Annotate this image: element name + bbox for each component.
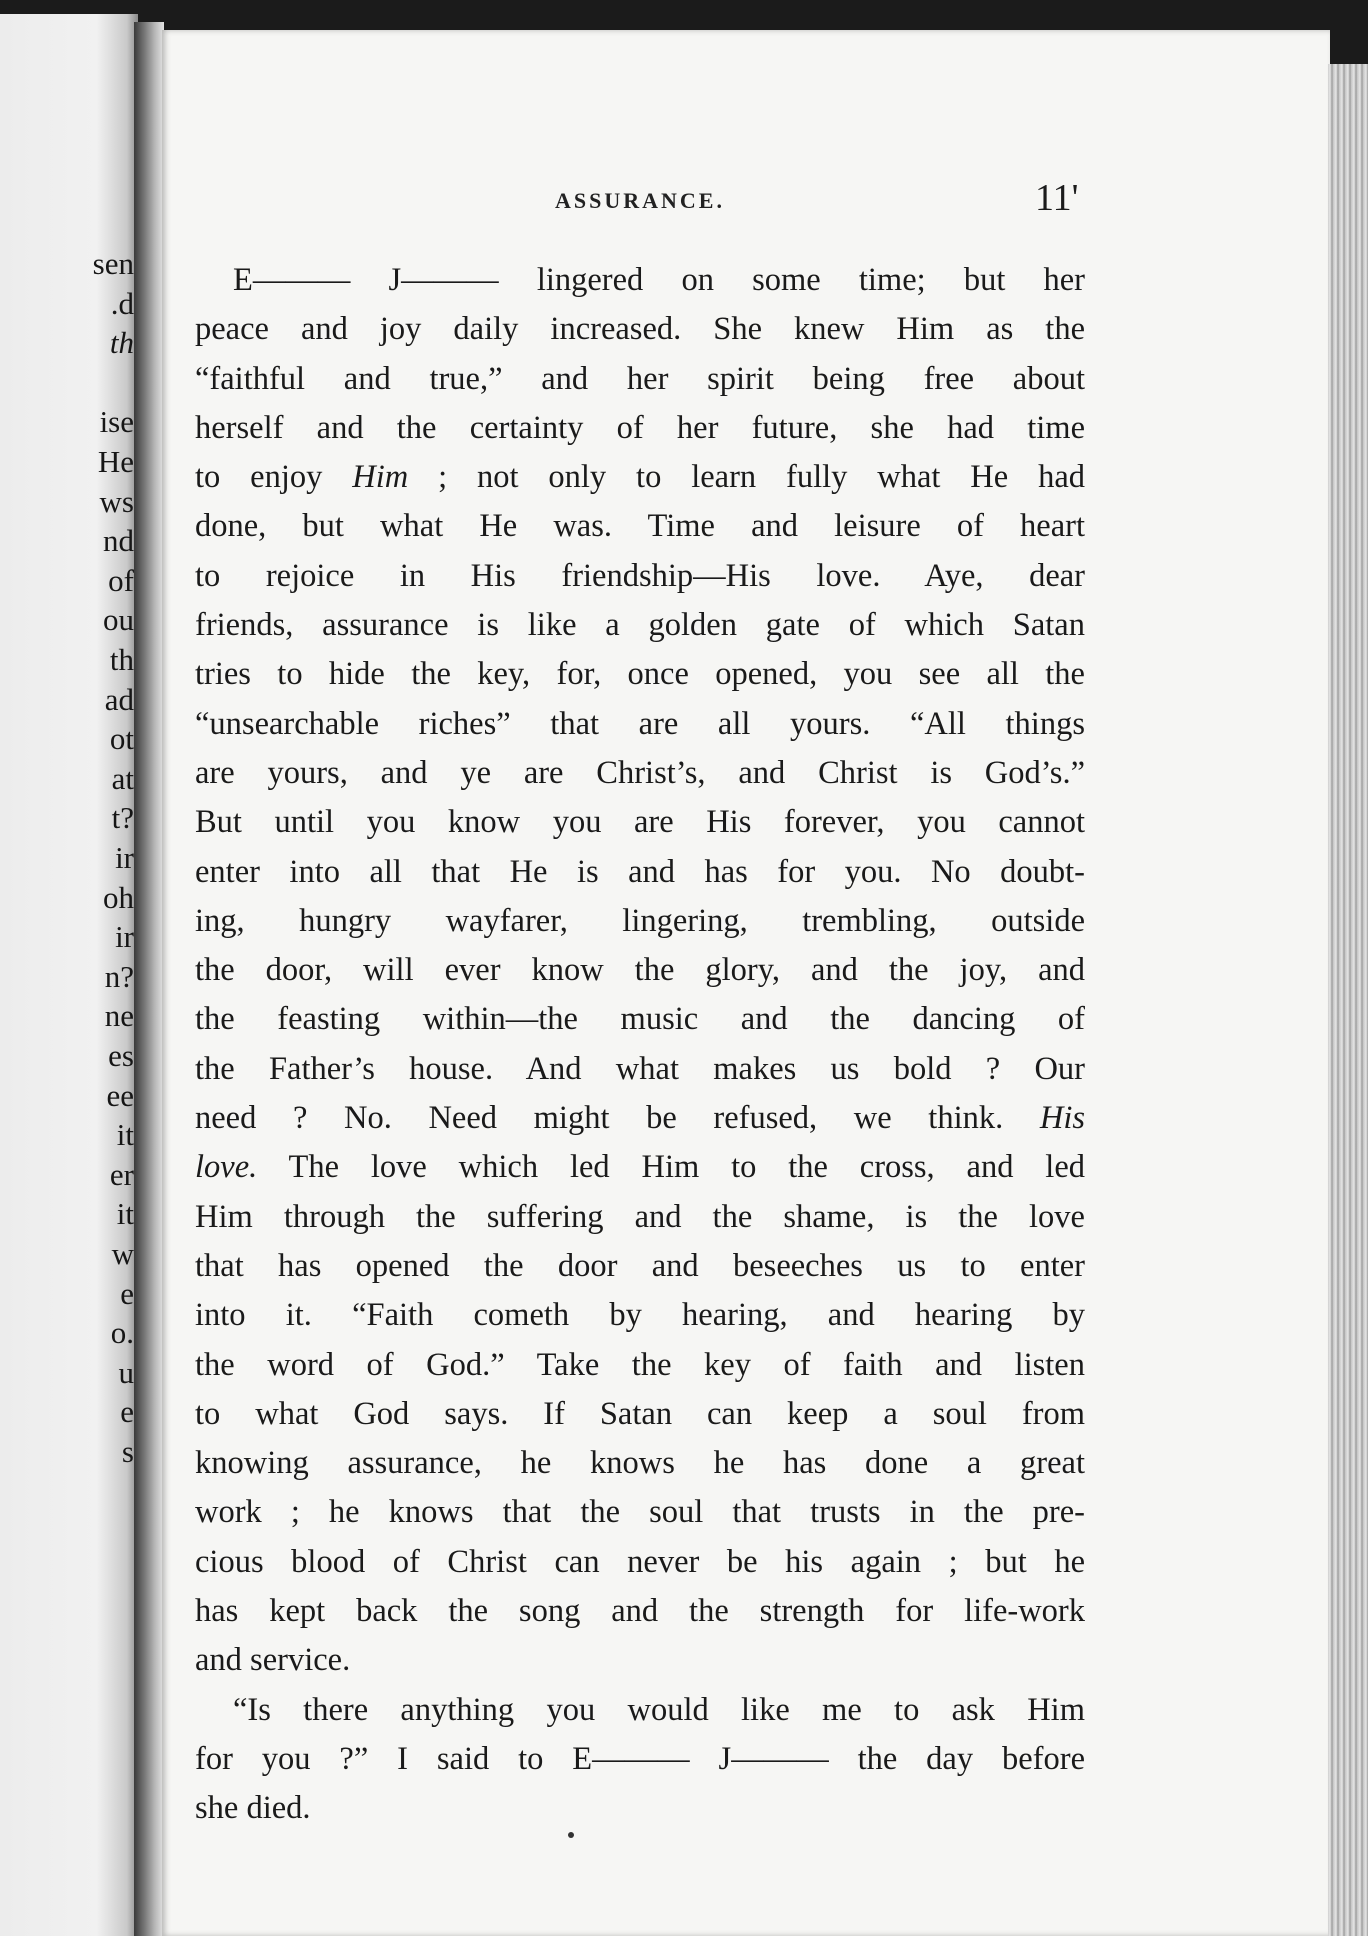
- text-line: [195, 1094, 1085, 1143]
- print-speck: [568, 1832, 574, 1838]
- facing-page-fragment: e: [120, 1394, 134, 1430]
- facing-page-fragment: nd: [103, 523, 134, 559]
- text-segment: enter into all that He is and has for you. No doubt-: [195, 853, 1085, 890]
- facing-page-fragment: of: [108, 562, 134, 598]
- text-line: [195, 798, 1085, 847]
- text-line: [195, 946, 1085, 995]
- facing-page-fragment: ise: [99, 404, 134, 440]
- facing-page-fragment: th: [109, 642, 134, 677]
- text-line: [195, 1488, 1085, 1537]
- text-line: [195, 1686, 1085, 1735]
- text-segment: “unsearchable riches” that are all yours. “All things: [195, 705, 1085, 742]
- text-line: [195, 1341, 1085, 1390]
- text-segment: are yours, and ye are Christ’s, and Christ is God’s.”: [195, 754, 1085, 791]
- text-line: [195, 1538, 1085, 1587]
- text-segment: His: [1039, 1100, 1085, 1137]
- facing-page-fragment: t?: [111, 800, 134, 836]
- text-line: [195, 453, 1085, 502]
- text-segment: for you ?” I said to E——— J——— the day before: [195, 1740, 1085, 1777]
- facing-page-fragment: .d: [110, 285, 134, 321]
- text-segment: that has opened the door and beseeches us to enter: [195, 1247, 1085, 1284]
- text-line: [195, 256, 1085, 305]
- facing-page-fragment: ne: [104, 998, 134, 1034]
- text-line: [195, 995, 1085, 1044]
- text-segment: work ; he knows that the soul that trusts in the pre-: [195, 1494, 1085, 1531]
- facing-page-fragment: o.: [110, 1315, 134, 1351]
- text-segment: has kept back the song and the strength for life-work: [195, 1593, 1085, 1630]
- text-segment: Him through the suffering and the shame, is the love: [195, 1198, 1085, 1235]
- text-line: [195, 355, 1085, 404]
- text-line: [195, 502, 1085, 551]
- text-line: [195, 700, 1085, 749]
- text-segment: to enjoy: [195, 459, 353, 496]
- text-line: [195, 1143, 1085, 1192]
- text-line: [195, 1735, 1085, 1784]
- facing-page-fragment: ad: [104, 681, 134, 717]
- text-line: [195, 1242, 1085, 1291]
- facing-page-fragment: u: [118, 1354, 134, 1390]
- text-line: [195, 1636, 1085, 1685]
- facing-page-fragment: ee: [106, 1077, 134, 1113]
- text-segment: But until you know you are His forever, you cannot: [195, 804, 1085, 841]
- facing-page-text-fragments: [0, 14, 138, 1936]
- text-segment: the Father’s house. And what makes us bold ? Our: [195, 1050, 1085, 1087]
- facing-page-fragment: es: [108, 1038, 134, 1073]
- text-segment: peace and joy daily increased. She knew Him as the: [195, 311, 1085, 348]
- text-segment: herself and the certainty of her future, she had time: [195, 409, 1085, 446]
- facing-page-fragment: ir: [115, 919, 134, 955]
- text-segment: tries to hide the key, for, once opened, you see all the: [195, 656, 1085, 693]
- facing-page-fragment: He: [97, 444, 134, 479]
- text-segment: and service.: [195, 1642, 351, 1679]
- text-line: [195, 650, 1085, 699]
- text-segment: she died.: [195, 1790, 311, 1827]
- text-segment: done, but what He was. Time and leisure of heart: [195, 508, 1085, 545]
- facing-page-fragment: th: [109, 325, 134, 361]
- facing-page-fragment: ou: [103, 602, 134, 638]
- body-text: [195, 256, 1085, 1834]
- text-segment: The love which led Him to the cross, and led: [257, 1149, 1085, 1186]
- text-segment: the feasting within—the music and the dancing of: [195, 1001, 1085, 1038]
- text-line: [195, 1193, 1085, 1242]
- text-segment: to what God says. If Satan can keep a soul from: [195, 1395, 1085, 1432]
- page-edges: [1328, 64, 1368, 1936]
- text-segment: “faithful and true,” and her spirit being free about: [195, 360, 1085, 397]
- text-line: [195, 749, 1085, 798]
- text-line: [195, 1291, 1085, 1340]
- facing-page-fragment: er: [109, 1156, 134, 1192]
- text-line: [195, 1587, 1085, 1636]
- text-segment: Him: [352, 459, 409, 496]
- text-segment: cious blood of Christ can never be his again ; but he: [195, 1543, 1085, 1580]
- running-head: [195, 168, 1095, 228]
- text-segment: “Is there anything you would like me to ask Him: [233, 1691, 1085, 1728]
- facing-page-fragment: n?: [104, 958, 134, 994]
- text-segment: friends, assurance is like a golden gate of which Satan: [195, 607, 1085, 644]
- text-line: [195, 1439, 1085, 1488]
- text-line: [195, 848, 1085, 897]
- text-line: [195, 404, 1085, 453]
- text-segment: the word of God.” Take the key of faith and listen: [195, 1346, 1085, 1383]
- text-segment: into it. “Faith cometh by hearing, and hearing by: [195, 1297, 1085, 1334]
- facing-page-fragment: ws: [99, 483, 134, 519]
- text-segment: E——— J——— lingered on some time; but her: [233, 262, 1085, 298]
- text-segment: knowing assurance, he knows he has done a great: [195, 1445, 1085, 1482]
- text-segment: to rejoice in His friendship—His love. Aye, dear: [195, 557, 1085, 594]
- facing-page-fragment: it: [116, 1196, 134, 1232]
- facing-page-fragment: sen: [92, 246, 134, 281]
- text-line: [195, 552, 1085, 601]
- facing-page-fragment: s: [121, 1434, 134, 1469]
- text-line: [195, 601, 1085, 650]
- page-number: 11': [1035, 177, 1079, 219]
- text-segment: love.: [195, 1149, 258, 1186]
- text-segment: ; not only to learn fully what He had: [408, 459, 1086, 496]
- facing-page-fragment: ot: [109, 721, 134, 757]
- facing-page-fragment: at: [111, 760, 134, 796]
- text-segment: need ? No. Need might be refused, we think.: [195, 1100, 1040, 1137]
- running-head-title: ASSURANCE.: [555, 188, 725, 213]
- text-line: [195, 305, 1085, 354]
- text-line: [195, 1045, 1085, 1094]
- text-line: [195, 1390, 1085, 1439]
- text-line: [195, 1784, 1085, 1833]
- facing-page-left: [0, 14, 138, 1936]
- facing-page-fragment: oh: [103, 879, 134, 915]
- facing-page-fragment: it: [116, 1117, 134, 1153]
- facing-page-fragment: w: [111, 1236, 134, 1271]
- text-line: [195, 897, 1085, 946]
- book-gutter: [134, 22, 164, 1936]
- text-segment: the door, will ever know the glory, and the joy, and: [195, 952, 1085, 989]
- text-segment: ing, hungry wayfarer, lingering, trembling, outside: [195, 902, 1085, 939]
- facing-page-fragment: e: [120, 1275, 134, 1311]
- facing-page-fragment: ir: [115, 840, 134, 875]
